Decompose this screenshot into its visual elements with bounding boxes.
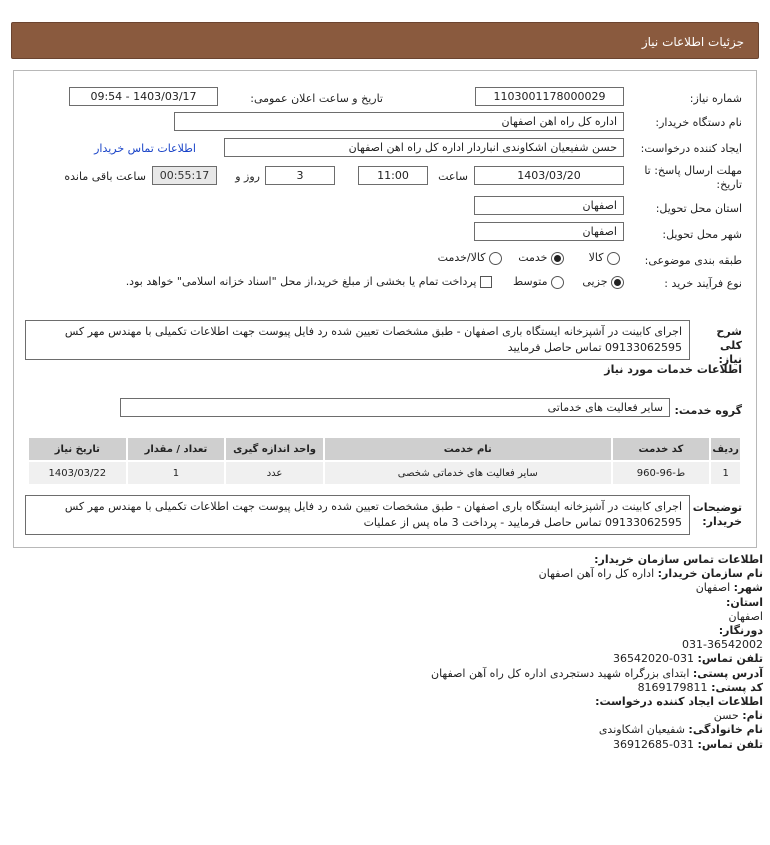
announce-label: تاریخ و ساعت اعلان عمومی:: [250, 92, 383, 105]
days-field[interactable]: 3: [265, 166, 335, 185]
column-header: ردیف: [710, 437, 741, 461]
city-label: شهر محل تحویل:: [662, 228, 742, 241]
need-number-label: شماره نیاز:: [689, 92, 742, 105]
table-cell: سایر فعالیت های خدماتی شخصی: [324, 461, 612, 485]
buyer-contact-link[interactable]: اطلاعات تماس خریدار: [94, 142, 196, 155]
creator-name-row: نام: حسن: [713, 709, 763, 723]
table-row[interactable]: [28, 461, 741, 485]
announce-field[interactable]: 1403/03/17 - 09:54: [69, 87, 218, 106]
category-option-goods[interactable]: کالا: [589, 251, 620, 265]
column-header: کد خدمت: [612, 437, 711, 461]
page-title: جزئیات اطلاعات نیاز: [641, 35, 744, 49]
creator-family-row: نام خانوادگی: شفیعیان اشکاوندی: [598, 723, 763, 737]
buyer-org-field[interactable]: اداره کل راه اهن اصفهان: [174, 112, 624, 131]
column-header: تاریخ نیاز: [28, 437, 127, 461]
contact-info: [13, 553, 763, 752]
deadline-label: مهلت ارسال پاسخ: تا تاریخ:: [644, 164, 742, 191]
process-label: نوع فرآیند خرید :: [664, 277, 742, 290]
buyer-org-label: نام دستگاه خریدار:: [655, 116, 742, 129]
creator-phone-row: تلفن تماس: 031-36912685: [613, 737, 763, 751]
need-number-field[interactable]: 1103001178000029: [475, 87, 624, 106]
table-cell: 1403/03/22: [28, 461, 127, 485]
column-header: نام خدمت: [324, 437, 612, 461]
table-cell: 1: [127, 461, 226, 485]
creator-label: ایجاد کننده درخواست:: [640, 142, 742, 155]
column-header: واحد اندازه گیری: [225, 437, 324, 461]
remaining-time-field: 00:55:17: [152, 166, 217, 185]
buyer-fax-row: دورنگار:: [718, 624, 763, 638]
creator-field[interactable]: حسن شفیعیان اشکاوندی انباردار اداره کل راه اهن اصفهان: [224, 138, 624, 157]
radio-icon: [551, 276, 564, 289]
buyer-address-row: آدرس پستی: ابتدای بزرگراه شهید دستجردی اداره کل راه آهن اصفهان: [431, 666, 763, 680]
remaining-label: ساعت باقی مانده: [64, 170, 146, 183]
buyer-province-value: اصفهان: [728, 609, 763, 623]
deadline-time-field[interactable]: 11:00: [358, 166, 428, 185]
table-header-row: [28, 437, 741, 461]
radio-icon: [489, 252, 502, 265]
description-textbox: اجرای کابینت در آشپزخانه ایستگاه باری اصفهان - طبق مشخصات تعیین شده رد فایل پیوست جهت اطلاعات تکمیلی با مهندس مهر کس 09133062595 تماس حاصل فرمایید: [25, 320, 690, 360]
buyer-notes-label: توضیحات خریدار:: [692, 501, 742, 528]
buyer-fax-value: 031-36542002: [682, 638, 763, 652]
description-label: شرح کلی نیاز:: [716, 325, 742, 366]
service-group-label: گروه خدمت:: [674, 404, 742, 417]
services-section-title: اطلاعات خدمات مورد نیاز: [604, 363, 742, 376]
category-option-service[interactable]: خدمت: [518, 251, 564, 265]
services-table: [27, 436, 742, 486]
buyer-phone-row: تلفن تماس: 031-36542020: [613, 652, 763, 666]
category-label: طبقه بندی موضوعی:: [644, 254, 742, 267]
radio-icon: [607, 252, 620, 265]
buyer-city-row: شهر: اصفهان: [695, 581, 763, 595]
radio-selected-icon: [551, 252, 564, 265]
city-field[interactable]: اصفهان: [474, 222, 624, 241]
radio-selected-icon: [611, 276, 624, 289]
buyer-notes-textbox: اجرای کابینت در آشپزخانه ایستگاه باری اصفهان - طبق مشخصات تعیین شده رد فایل پیوست جهت اطلاعات تکمیلی با مهندس مهر کس 09133062595 تماس حاصل فرمایید - پرداخت 3 ماه پس از عملیات: [25, 495, 690, 535]
page-header: [11, 22, 759, 59]
buyer-org-row: نام سازمان خریدار: اداره کل راه آهن اصفهان: [538, 567, 763, 581]
buyer-postal-row: کد پستی: 8169179811: [637, 680, 763, 694]
buyer-province-row: استان:: [726, 595, 763, 609]
details-panel: [13, 70, 757, 548]
time-label: ساعت: [438, 170, 468, 183]
table-cell: 1: [710, 461, 741, 485]
column-header: تعداد / مقدار: [127, 437, 226, 461]
treasury-checkbox-group[interactable]: پرداخت تمام یا بخشی از مبلغ خرید،از محل "اسناد خزانه اسلامی" خواهد بود.: [126, 275, 492, 288]
process-option-minor[interactable]: جزیی: [582, 275, 624, 289]
process-option-medium[interactable]: متوسط: [513, 275, 564, 289]
days-label: روز و: [235, 170, 260, 183]
province-label: استان محل تحویل:: [655, 202, 742, 215]
deadline-date-field[interactable]: 1403/03/20: [474, 166, 624, 185]
province-field[interactable]: اصفهان: [474, 196, 624, 215]
table-cell: عدد: [225, 461, 324, 485]
service-group-field[interactable]: سایر فعالیت های خدماتی: [120, 398, 670, 417]
table-cell: ط-96-960: [612, 461, 711, 485]
creator-contact-title: اطلاعات ایجاد کننده درخواست:: [595, 695, 763, 709]
buyer-contact-title: اطلاعات تماس سازمان خریدار:: [594, 553, 763, 566]
checkbox-icon: [480, 276, 492, 288]
category-option-goods-service[interactable]: کالا/خدمت: [438, 251, 502, 265]
